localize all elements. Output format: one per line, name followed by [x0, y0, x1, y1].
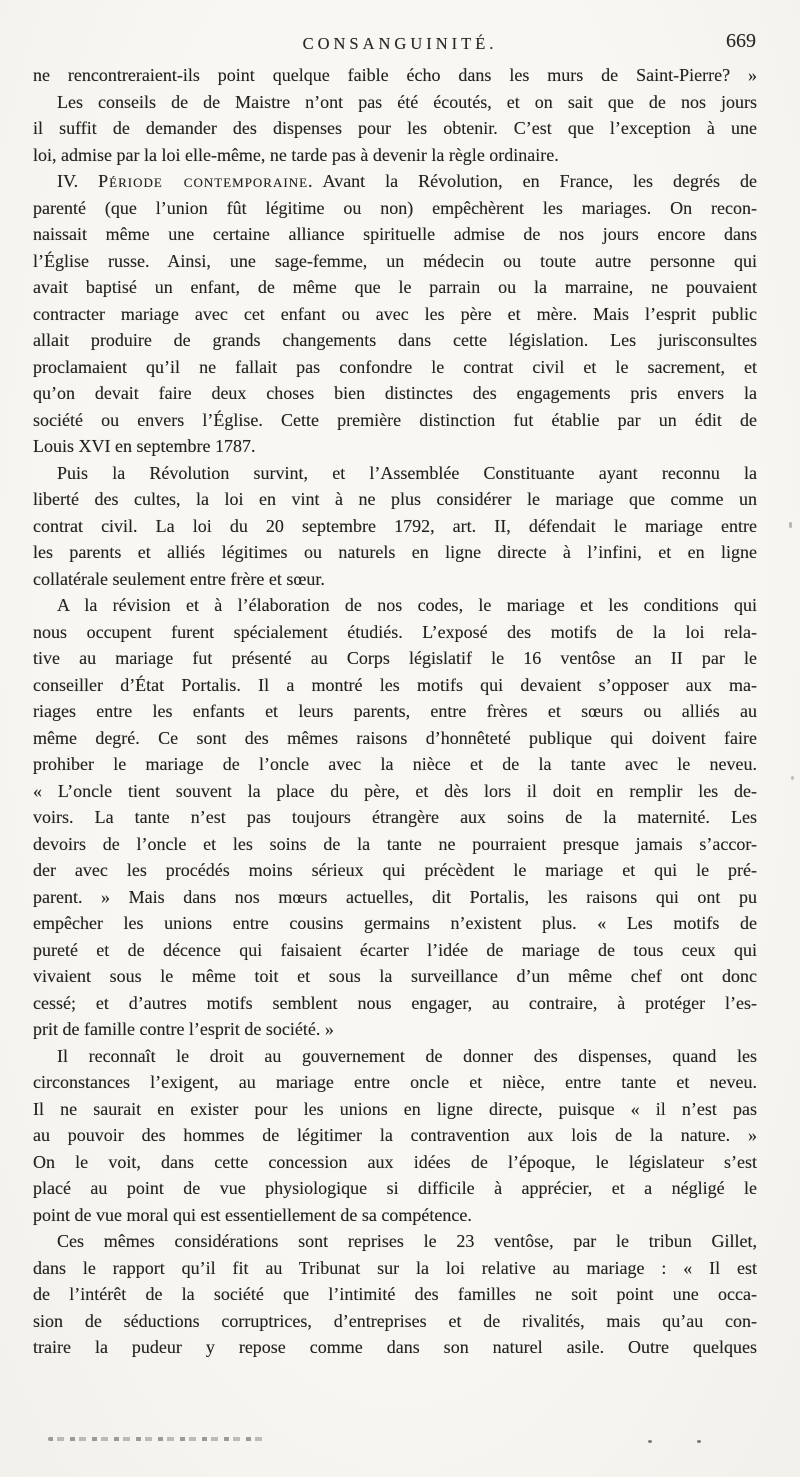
text-block — [33, 62, 757, 1361]
text-line: vivaient sous le même toit et sous la surveillance d’un même chef ont donc — [33, 966, 757, 986]
text-line: cessé; et d’autres motifs semblent nous engager, au contraire, à protéger l’es- — [33, 992, 757, 1013]
text-line: placé au point de vue physiologique si difficile à apprécier, et a négligé le — [33, 1178, 757, 1198]
text-line: point de vue moral qui est essentiellement de sa compétence. — [33, 1204, 472, 1225]
text-line: parenté (que l’union fût légitime ou non) empêchèrent les mariages. On recon- — [33, 197, 757, 218]
text-line: dans le rapport qu’il fit au Tribunat sur la loi relative au mariage : « Il est — [33, 1257, 757, 1278]
text-line: tive au mariage fut présenté au Corps législatif le 16 ventôse an II par le — [33, 648, 757, 668]
text-line: contracter mariage avec cet enfant ou avec les père et mère. Mais l’esprit public — [33, 303, 757, 324]
text-line: prit de famille contre l’esprit de société. » — [33, 1019, 334, 1039]
text-line: Les conseils de de Maistre n’ont pas été écoutés, et on sait que de nos jours — [57, 91, 757, 112]
text-line: traire la pudeur y repose comme dans son naturel asile. Outre quelques — [33, 1337, 757, 1357]
text-line — [33, 168, 757, 195]
text-line: prohiber le mariage de l’oncle avec la nièce et de la tante avec le neveu. — [33, 754, 757, 774]
text-line: A la révision et à l’élaboration de nos codes, le mariage et les conditions qui — [57, 595, 757, 615]
text-line: société ou envers l’Église. Cette première distinction fut établie par un édit de — [33, 409, 757, 430]
text-line: Il ne saurait en exister pour les unions en ligne directe, puisque « il n’est pas — [33, 1098, 757, 1119]
text-line: voirs. La tante n’est pas toujours étrangère aux soins de la maternité. Les — [33, 807, 757, 827]
text-line: der avec les procédés moins sérieux qui précèdent le mariage et qui le pré- — [33, 860, 757, 880]
text-line: loi, admise par la loi elle-même, ne tarde pas à devenir la règle ordinaire. — [33, 144, 559, 165]
text-line: conseiller d’État Portalis. Il a montré les motifs qui devaient s’opposer aux ma- — [33, 674, 757, 695]
section-numeral: IV. — [57, 171, 99, 191]
scan-artifact-smudge — [48, 1437, 266, 1441]
text-line: même degré. Ce sont des mêmes raisons d’honnêteté publique qui doivent faire — [33, 727, 757, 748]
text-line: avait baptisé un enfant, de même que le parrain ou la marraine, ne pouvaient — [33, 277, 757, 297]
scan-speck — [697, 1440, 701, 1443]
text-line: qu’on devait faire deux choses bien distinctes des engagements pris envers la — [33, 383, 757, 403]
text-line: devoirs de l’oncle et les soins de la tante ne pourraient presque jamais s’accor- — [33, 833, 757, 854]
text-line: il suffit de demander des dispenses pour les obtenir. C’est que l’exception à une — [33, 118, 757, 138]
text-line: parent. » Mais dans nos mœurs actuelles, dit Portalis, les raisons qui ont pu — [33, 886, 757, 907]
running-title: CONSANGUINITÉ. — [302, 34, 498, 53]
text-line: pureté et de décence qui faisaient écarter l’idée de mariage de tous ceux qui — [33, 939, 757, 960]
text-line: Ces mêmes considérations sont reprises le 23 ventôse, par le tribun Gillet, — [57, 1231, 757, 1251]
section-heading: Période contemporaine. — [98, 171, 314, 191]
text-line: ne rencontreraient-ils point quelque faible écho dans les murs de Saint-Pierre? » — [33, 65, 757, 85]
text-line: l’Église russe. Ainsi, une sage-femme, un médecin ou toute autre personne qui — [33, 250, 757, 271]
text-line: contrat civil. La loi du 20 septembre 1792, art. II, défendait le mariage entre — [33, 515, 757, 536]
text-line: Il reconnaît le droit au gouvernement de donner des dispenses, quand les — [57, 1045, 757, 1066]
text-line: proclamaient qu’il ne fallait pas confondre le contrat civil et le sacrement, et — [33, 356, 757, 377]
text-line: Puis la Révolution survint, et l’Assemblée Constituante ayant reconnu la — [57, 462, 757, 483]
text-line: Louis XVI en septembre 1787. — [33, 436, 256, 456]
text-line: riages entre les enfants et leurs parents, entre frères et sœurs ou alliés au — [33, 701, 757, 721]
text-line: nous occupent furent spécialement étudiés. L’exposé des motifs de la loi rela- — [33, 621, 757, 642]
text-line: naissait même une certaine alliance spirituelle admise de nos jours encore dans — [33, 224, 757, 244]
text-line: les parents et alliés légitimes ou naturels en ligne directe à l’infini, et en ligne — [33, 542, 757, 562]
scan-speck — [789, 522, 792, 528]
text-line-continuation: Avant la Révolution, en France, les degrés de — [322, 171, 757, 191]
scan-speck — [648, 1440, 652, 1443]
text-line: sion de séductions corruptrices, d’entreprises et de rivalités, mais qu’au con- — [33, 1310, 757, 1331]
text-line: liberté des cultes, la loi en vint à ne plus considérer le mariage que comme un — [33, 489, 757, 509]
text-line: allait produire de grands changements dans cette législation. Les jurisconsultes — [33, 330, 757, 350]
text-line: On le voit, dans cette concession aux idées de l’époque, le législateur s’est — [33, 1151, 757, 1172]
page-number: 669 — [726, 30, 756, 52]
text-line: empêcher les unions entre cousins germains n’existent plus. « Les motifs de — [33, 913, 757, 933]
text-line: « L’oncle tient souvent la place du père, et dès lors il doit en remplir les de- — [33, 780, 757, 801]
scan-speck — [791, 776, 794, 780]
text-line: circonstances l’exigent, au mariage entre oncle et nièce, entre tante et neveu. — [33, 1072, 757, 1092]
text-line: collatérale seulement entre frère et sœur. — [33, 568, 325, 589]
text-line: de l’intérêt de la société que l’intimité des familles ne soit point une occa- — [33, 1284, 757, 1304]
text-line: au pouvoir des hommes de légitimer la contravention aux lois de la nature. » — [33, 1125, 757, 1145]
